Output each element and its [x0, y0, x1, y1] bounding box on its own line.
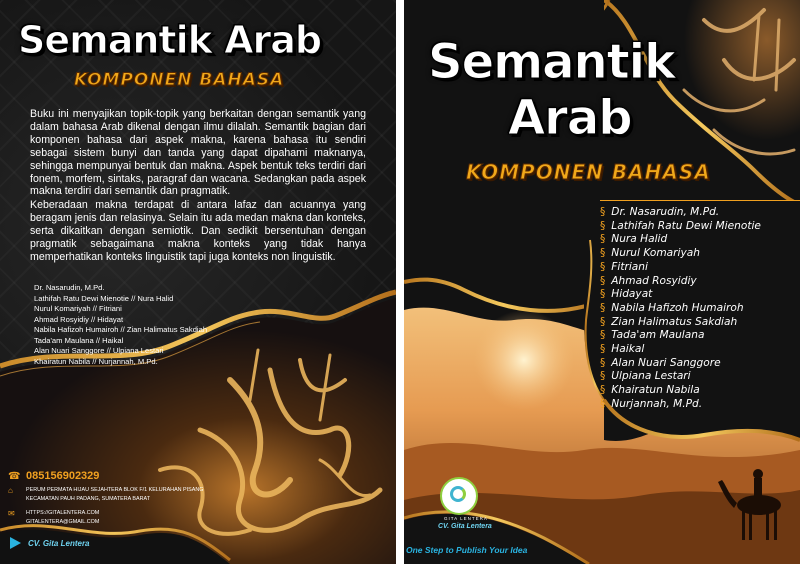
author-name: Dr. Nasarudin, M.Pd.: [611, 206, 720, 218]
list-item: [600, 357, 761, 371]
section-bullet: §: [600, 274, 606, 287]
online-contact: [8, 509, 100, 525]
list-item: [600, 302, 761, 316]
back-blurb: [30, 108, 366, 265]
address-line: PERUM PERMATA HIJAU SEJAHTERA BLOK F/1 KELURAHAN PISANG: [26, 487, 204, 493]
section-bullet: §: [600, 288, 606, 301]
back-authors: [34, 283, 274, 367]
section-bullet: §: [600, 219, 606, 232]
section-bullet: §: [600, 301, 606, 314]
author-name: Fitriani: [611, 260, 648, 273]
website-text: HTTPS://GITALENTERA.COM: [26, 510, 100, 516]
author-name: Nurjannah, M.Pd.: [611, 397, 703, 410]
front-publisher: CV. Gita Lentera: [438, 523, 492, 530]
section-bullet: §: [600, 343, 606, 356]
email-icon: ✉: [8, 509, 15, 518]
list-item: [600, 206, 761, 220]
email-text: GITALENTERA@GMAIL.COM: [26, 519, 100, 525]
author-name: Nabila Hafizoh Humairoh: [611, 301, 744, 314]
author-line: Alan Nuari Sanggore // Ulpiana Lestari: [34, 346, 164, 355]
phone-icon: ☎: [8, 471, 21, 482]
author-name: Zian Halimatus Sakdiah: [611, 315, 738, 328]
front-title-line1: Semantik: [428, 34, 676, 90]
author-line: Lathifah Ratu Dewi Mienotie // Nura Halid: [34, 293, 174, 303]
section-bullet: §: [600, 329, 606, 342]
author-line: Ahmad Rosyidiy // Hidayat: [34, 314, 124, 324]
blurb-paragraph: Keberadaan makna terdapat di antara lafaz dan acuannya yang beragam jenis dan relasinya. Selain itu ada medan makna dan konteks, serta dikaitkan dengan semiotik. Dan sedikit bersentuhan dengan pragmatik sebagaimana makna konteks yang tidak hanya memperhatikan konteks linguistik tapi juga konteks non linguistik.: [30, 199, 366, 263]
back-cover: [0, 0, 396, 564]
back-subtitle: KOMPONEN BAHASA: [74, 70, 285, 90]
list-item: [600, 343, 761, 357]
author-line: Nabila Hafizoh Humairoh // Zian Halimatus Sakdiah: [34, 325, 208, 334]
author-line: Khairatun Nabila // Nurjannah, M.Pd.: [34, 356, 158, 366]
list-item: [600, 288, 761, 302]
list-item: [600, 316, 761, 330]
author-name: Haikal: [611, 343, 645, 356]
logo-text: GITA LENTERA: [444, 516, 488, 521]
front-title-line2: Arab: [508, 90, 632, 146]
author-line: Dr. Nasarudin, M.Pd.: [34, 283, 105, 292]
author-name: Khairatun Nabila: [611, 384, 700, 397]
back-publisher: CV. Gita Lentera: [28, 539, 90, 548]
publisher-logo: [440, 477, 478, 515]
list-item: [600, 275, 761, 289]
front-cover: [404, 0, 800, 564]
author-name: Ulpiana Lestari: [611, 370, 691, 383]
author-name: Tada'am Maulana: [611, 329, 705, 342]
list-item: [600, 370, 761, 384]
home-icon: ⌂: [8, 486, 13, 495]
section-bullet: §: [600, 370, 606, 383]
logo-icon: [450, 486, 466, 502]
author-name: Hidayat: [611, 288, 653, 301]
author-name: Ahmad Rosyidiy: [611, 274, 697, 287]
list-item: [600, 233, 761, 247]
front-author-list: [600, 206, 761, 412]
section-bullet: §: [600, 315, 606, 328]
list-item: [600, 329, 761, 343]
back-title: Semantik Arab: [18, 18, 322, 62]
publisher-play-icon: [8, 536, 22, 550]
phone-number: 085156902329: [26, 470, 100, 482]
section-bullet: §: [600, 233, 606, 246]
author-line: Nurul Komariyah // Fitriani: [34, 304, 122, 313]
front-subtitle: KOMPONEN BAHASA: [466, 160, 711, 184]
author-line: Tada'am Maulana // Haikal: [34, 335, 124, 345]
author-name: Nura Halid: [611, 233, 668, 246]
blurb-paragraph: Buku ini menyajikan topik-topik yang berkaitan dengan semantik yang dalam bahasa Arab dikenal dengan ilmu dilalah. Semantik bagian dari komponen bahasa dari aspek makna, karena bahasa itu sendiri sebagai sistem bunyi dan tanda yang dapat dipahami maknanya, sehingga mempunyai bentuk dan makna. Aspek bentuk teks terdiri dari fonem, morfem, sintaks, paragraf dan wacana. Sedangkan pada aspek makna terdiri dari semantik dan pragmatik.: [30, 108, 366, 198]
author-name: Alan Nuari Sanggore: [611, 356, 721, 369]
tagline: One Step to Publish Your Idea: [406, 545, 528, 555]
divider-line: [600, 200, 800, 201]
list-item: [600, 384, 761, 398]
list-item: [600, 398, 761, 412]
section-bullet: §: [600, 260, 606, 273]
section-bullet: §: [600, 247, 606, 260]
section-bullet: §: [600, 384, 606, 397]
section-bullet: §: [600, 206, 606, 218]
section-bullet: §: [600, 397, 606, 410]
list-item: [600, 261, 761, 275]
address-block: [8, 486, 204, 502]
author-name: Nurul Komariyah: [611, 247, 700, 260]
section-bullet: §: [600, 356, 606, 369]
address-line: KECAMATAN PAUH PADANG, SUMATERA BARAT: [26, 496, 150, 502]
list-item: [600, 220, 761, 234]
author-name: Lathifah Ratu Dewi Mienotie: [611, 219, 761, 232]
list-item: [600, 247, 761, 261]
